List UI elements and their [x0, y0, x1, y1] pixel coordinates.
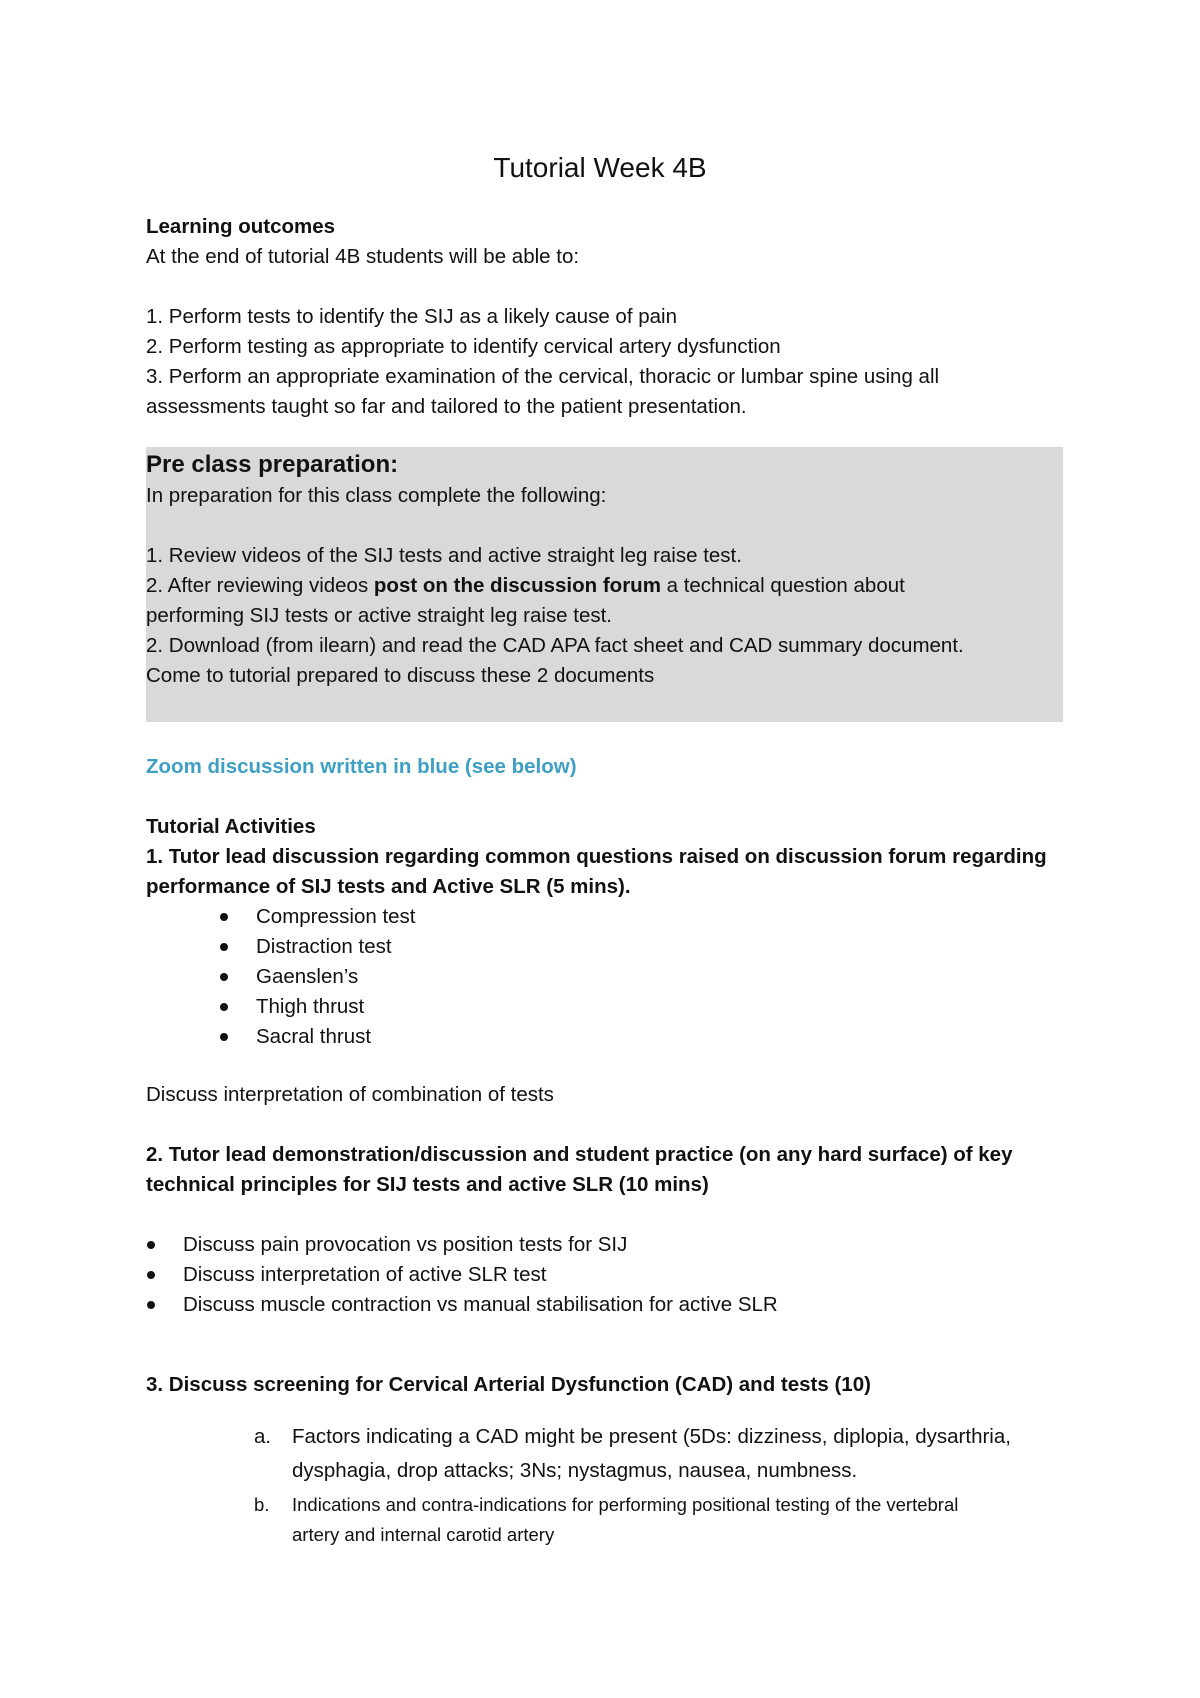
pre-class-heading: Pre class preparation:: [146, 451, 399, 478]
list-item: [183, 1290, 1066, 1320]
outcome-item: 3. Perform an appropriate examination of the cervical, thoracic or lumbar spine using all: [146, 365, 940, 388]
list-marker: b.: [254, 1494, 270, 1515]
outcome-item: 1. Perform tests to identify the SIJ as a likely cause of pain: [146, 305, 677, 328]
activity-3-item-b: [254, 1490, 1074, 1550]
list-item: [183, 1230, 1066, 1260]
list-item-text: Factors indicating a CAD might be present (5Ds: dizziness, diplopia, dysarthria,: [292, 1425, 1011, 1448]
activity-2-bullet-list: [183, 1230, 1066, 1320]
activity-3-item-a: [254, 1420, 1074, 1488]
bullet-icon: [147, 1241, 155, 1249]
outcome-item: 2. Perform testing as appropriate to identify cervical artery dysfunction: [146, 335, 781, 358]
activity-3-section: [146, 1370, 1066, 1400]
pre-class-item: [146, 571, 1066, 601]
bullet-icon: [220, 1033, 228, 1041]
pre-class-item: 1. Review videos of the SIJ tests and active straight leg raise test.: [146, 544, 742, 567]
bullet-icon: [147, 1301, 155, 1309]
learning-outcomes-intro: At the end of tutorial 4B students will be able to:: [146, 245, 580, 268]
bullet-icon: [220, 943, 228, 951]
bullet-icon: [220, 1003, 228, 1011]
bullet-icon: [220, 913, 228, 921]
list-item-text: artery and internal carotid artery: [292, 1524, 555, 1545]
page-title: Tutorial Week 4B: [493, 152, 707, 183]
pre-class-intro: In preparation for this class complete the following:: [146, 484, 607, 507]
list-item-text: Indications and contra-indications for performing positional testing of the vertebral: [292, 1494, 959, 1515]
list-item-text: dysphagia, drop attacks; 3Ns; nystagmus, nausea, numbness.: [292, 1459, 858, 1482]
activity-3-heading: 3. Discuss screening for Cervical Arterial Dysfunction (CAD) and tests (10): [146, 1373, 871, 1396]
pre-class-item-cont: performing SIJ tests or active straight leg raise test.: [146, 604, 612, 627]
outcome-item: assessments taught so far and tailored to the patient presentation.: [146, 395, 747, 418]
discussion-forum-emphasis: post on the discussion forum: [373, 574, 661, 597]
list-item: [256, 962, 1066, 992]
list-item-text: Sacral thrust: [256, 1025, 372, 1048]
zoom-note-section: [146, 752, 1066, 782]
pre-class-item: 2. Download (from ilearn) and read the CAD APA fact sheet and CAD summary document.: [146, 634, 964, 657]
list-item-text: Discuss pain provocation vs position tests for SIJ: [183, 1233, 628, 1256]
list-item-text: Gaenslen’s: [256, 965, 359, 988]
learning-outcomes-heading: Learning outcomes: [146, 215, 336, 238]
tutorial-activities-section: [146, 812, 1066, 1320]
pre-class-item-text: 2. After reviewing videos: [146, 574, 374, 597]
list-item: [256, 1022, 1066, 1052]
zoom-note: Zoom discussion written in blue (see below): [146, 755, 577, 778]
list-item-text: Distraction test: [256, 935, 392, 958]
list-marker: a.: [254, 1425, 272, 1448]
activity-2-heading: 2. Tutor lead demonstration/discussion and student practice (on any hard surface) of key: [146, 1143, 1013, 1166]
bullet-icon: [147, 1271, 155, 1279]
pre-class-section: [146, 449, 1066, 691]
activity-3-list: [254, 1420, 1074, 1550]
activity-1-heading-cont: performance of SIJ tests and Active SLR (5 mins).: [146, 875, 631, 898]
pre-class-item-cont: Come to tutorial prepared to discuss these 2 documents: [146, 664, 655, 687]
activity-1-note: Discuss interpretation of combination of tests: [146, 1083, 554, 1106]
list-item: [256, 932, 1066, 962]
activity-1-heading: 1. Tutor lead discussion regarding common questions raised on discussion forum regarding: [146, 845, 1047, 868]
activities-heading: Tutorial Activities: [146, 815, 316, 838]
learning-outcomes-section: [146, 212, 1066, 422]
pre-class-item-text: a technical question about: [660, 574, 905, 597]
activity-1-bullet-list: [256, 902, 1066, 1052]
list-item: [256, 992, 1066, 1022]
list-item-text: Discuss interpretation of active SLR test: [183, 1263, 547, 1286]
bullet-icon: [220, 973, 228, 981]
list-item-text: Discuss muscle contraction vs manual stabilisation for active SLR: [183, 1293, 778, 1316]
list-item-text: Compression test: [256, 905, 416, 928]
list-item-text: Thigh thrust: [256, 995, 365, 1018]
list-item: [256, 902, 1066, 932]
activity-2-heading-cont: technical principles for SIJ tests and active SLR (10 mins): [146, 1173, 709, 1196]
list-item: [183, 1260, 1066, 1290]
